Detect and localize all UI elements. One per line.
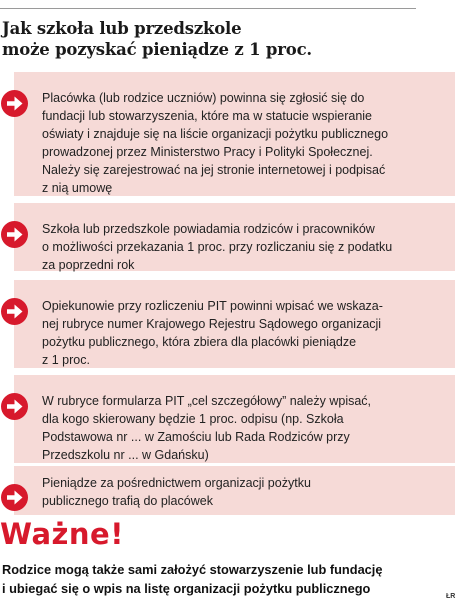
important-note-line: i ubiegać się o wpis na listę organizacji pożytku publicznego bbox=[2, 581, 371, 596]
step-text-line: z nią umowę bbox=[42, 181, 113, 195]
step-item bbox=[0, 203, 464, 271]
step-text-line: publicznego trafią do placówek bbox=[42, 494, 213, 508]
arrow-right-circle-icon bbox=[0, 483, 29, 512]
step-text bbox=[42, 474, 442, 510]
arrow-right-circle-icon bbox=[0, 297, 29, 326]
step-text-line: Pieniądze za pośrednictwem organizacji pożytku bbox=[42, 476, 311, 490]
step-text bbox=[42, 220, 442, 274]
step-text bbox=[42, 89, 442, 197]
step-item bbox=[0, 466, 464, 515]
step-text-line: o możliwości przekazania 1 proc. przy rozliczaniu się z podatku bbox=[42, 240, 393, 254]
step-text-line: Należy się zarejestrować na jej stronie internetowej i podpisać bbox=[42, 163, 386, 177]
arrow-right-circle-icon bbox=[0, 220, 29, 249]
step-text-line: Podstawowa nr ... w Zamościu lub Rada Rodziców przy bbox=[42, 430, 350, 444]
page-title-line-2: może pozyskać pieniądze z 1 proc. bbox=[2, 40, 312, 59]
author-credit: ŁR bbox=[446, 593, 456, 600]
step-text-line: Opiekunowie przy rozliczeniu PIT powinni wpisać we wskaza- bbox=[42, 299, 383, 313]
important-note bbox=[2, 560, 442, 598]
arrow-right-circle-icon bbox=[0, 392, 29, 421]
step-text-line: prowadzonej przez Ministerstwo Pracy i Polityki Społecznej. bbox=[42, 145, 373, 159]
step-text-line: pożytku publicznego, która zbiera dla placówki pieniądze bbox=[42, 335, 357, 349]
important-heading: Ważne! bbox=[0, 517, 124, 551]
page-title-line-1: Jak szkoła lub przedszkole bbox=[2, 19, 242, 38]
step-text-line: oświaty i znajduje się na liście organizacji pożytku publicznego bbox=[42, 127, 389, 141]
step-item bbox=[0, 72, 464, 196]
step-text-line: dla kogo skierowany będzie 1 proc. odpisu (np. Szkoła bbox=[42, 412, 344, 426]
step-text-line: z 1 proc. bbox=[42, 353, 90, 367]
step-text-line: nej rubryce numer Krajowego Rejestru Sądowego organizacji bbox=[42, 317, 382, 331]
page-title bbox=[2, 18, 442, 60]
top-divider bbox=[0, 8, 416, 9]
arrow-right-circle-icon bbox=[0, 89, 29, 118]
step-text-line: Placówka (lub rodzice uczniów) powinna się zgłosić się do bbox=[42, 91, 365, 105]
step-text-line: fundacji lub stowarzyszenia, które ma w statucie wspieranie bbox=[42, 109, 373, 123]
step-item bbox=[0, 280, 464, 368]
step-text-line: Szkoła lub przedszkole powiadamia rodziców i pracowników bbox=[42, 222, 375, 236]
step-text bbox=[42, 297, 442, 369]
step-text-line: za poprzedni rok bbox=[42, 258, 135, 272]
important-note-line: Rodzice mogą także sami założyć stowarzyszenie lub fundację bbox=[2, 562, 383, 577]
step-text-line: W rubryce formularza PIT „cel szczegółowy” należy wpisać, bbox=[42, 394, 372, 408]
step-item bbox=[0, 375, 464, 463]
step-text-line: Przedszkolu nr ... w Gdańsku) bbox=[42, 448, 209, 462]
step-text bbox=[42, 392, 442, 464]
